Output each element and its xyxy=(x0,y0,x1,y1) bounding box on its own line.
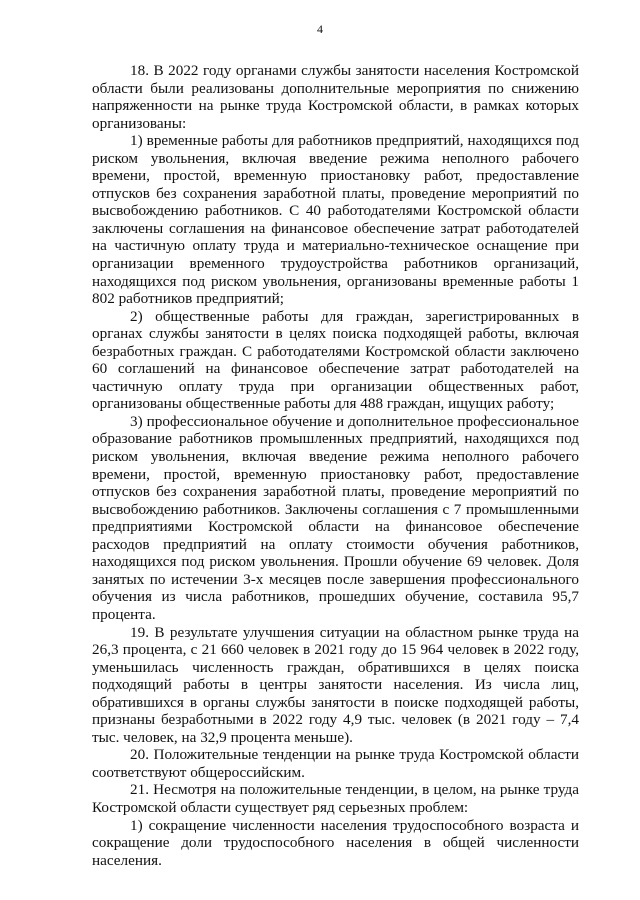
paragraph-20: 20. Положительные тенденции на рынке труда Костромской области соответствуют общероссийским. xyxy=(92,746,579,781)
paragraph-21: 21. Несмотря на положительные тенденции, в целом, на рынке труда Костромской области существует ряд серьезных проблем: xyxy=(92,781,579,816)
paragraph-19: 19. В результате улучшения ситуации на областном рынке труда на 26,3 процента, с 21 660 человек в 2021 году до 15 964 человек в 2022 году, уменьшилась численность граждан, обратившихся в целях поиска подходящий работы в центры занятости населения. Из числа лиц, обратившихся в органы службы занятости в поиске подходящей работы, признаны безработными в 2022 году 4,9 тыс. человек (в 2021 году – 7,4 тыс. человек, на 32,9 процента меньше). xyxy=(92,623,579,746)
page-number: 4 xyxy=(317,22,323,36)
paragraph-21-item-1: 1) сокращение численности населения трудоспособного возраста и сокращение доли трудоспособного населения в общей численности населения. xyxy=(92,816,579,869)
paragraph-18: 18. В 2022 году органами службы занятости населения Костромской области были реализованы дополнительные мероприятия по снижению напряженности на рынке труда Костромской области, в рамках которых организованы: xyxy=(92,62,579,132)
document-body xyxy=(92,62,579,869)
paragraph-18-item-3: 3) профессиональное обучение и дополнительное профессиональное образование работников промышленных предприятий, находящихся под риском увольнения, включая введение режима неполного рабочего времени, простой, временную приостановку работ, предоставление отпусков без сохранения заработной платы, проведение мероприятий по высвобождению работников. Заключены соглашения с 7 промышленными предприятиями Костромской области на финансовое обеспечение расходов предприятий на оплату стоимости обучения работников, находящихся под риском увольнения. Прошли обучение 69 человек. Доля занятых по истечении 3-х месяцев после завершения профессионального обучения из числа работников, прошедших обучение, составила 95,7 процента. xyxy=(92,412,579,623)
paragraph-18-item-1: 1) временные работы для работников предприятий, находящихся под риском увольнения, включая введение режима неполного рабочего времени, простой, временную приостановку работ, предоставление отпусков без сохранения заработной платы, проведение мероприятий по высвобождению работников. С 40 работодателями Костромской области заключены соглашения на финансовое обеспечение затрат работодателей на частичную оплату труда и материально-техническое оснащение при организации временного трудоустройства работников организаций, находящихся под риском увольнения, организованы временные работы 1 802 работников предприятий; xyxy=(92,132,579,308)
paragraph-18-item-2: 2) общественные работы для граждан, зарегистрированных в органах службы занятости в целях поиска подходящей работы, включая безработных граждан. С работодателями Костромской области заключено 60 соглашений на финансовое обеспечение затрат работодателей на частичную оплату труда при организации общественных работ, организованы общественные работы для 488 граждан, ищущих работу; xyxy=(92,307,579,413)
